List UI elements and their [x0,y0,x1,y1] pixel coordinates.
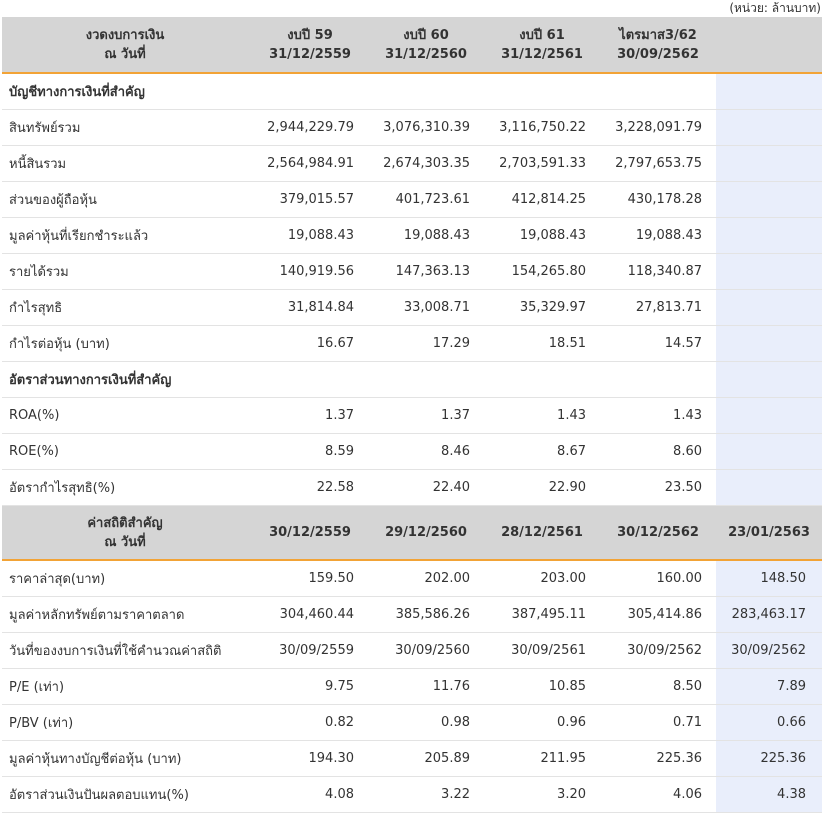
value-cell: 385,586.26 [368,597,484,633]
value-cell: 0.82 [252,705,368,741]
period-label-header-line2: ณ วันที่ [104,46,146,62]
value-cell: 0.96 [484,705,600,741]
row-label: P/E (เท่า) [2,669,252,705]
table-row [2,254,822,290]
value-cell: 23.50 [600,470,716,506]
row-label: มูลค่าหลักทรัพย์ตามราคาตลาด [2,597,252,633]
value-cell: 283,463.17 [716,597,822,633]
period-header-line2: 31/12/2561 [501,46,583,62]
value-cell: 0.98 [368,705,484,741]
period-label-header [2,17,252,73]
table-row [2,741,822,777]
value-cell: 379,015.57 [252,182,368,218]
highlight-cell [716,362,822,398]
value-cell: 0.66 [716,705,822,741]
value-cell: 305,414.86 [600,597,716,633]
row-label: ROE(%) [2,434,252,470]
value-cell: 2,797,653.75 [600,146,716,182]
value-cell: 2,674,303.35 [368,146,484,182]
row-label: มูลค่าหุ้นที่เรียกชำระแล้ว [2,218,252,254]
value-cell: 2,944,229.79 [252,110,368,146]
unit-note: (หน่วย: ล้านบาท) [729,1,821,15]
value-cell: 430,178.28 [600,182,716,218]
unit-note-row [0,0,824,17]
value-cell: 159.50 [252,560,368,597]
value-cell: 8.60 [600,434,716,470]
stats-date-header [252,506,368,561]
value-cell: 4.38 [716,777,822,813]
value-cell: 0.71 [600,705,716,741]
value-cell: 2,564,984.91 [252,146,368,182]
value-cell: 27,813.71 [600,290,716,326]
highlight-cell [716,146,822,182]
value-cell: 8.59 [252,434,368,470]
period-header-line1: ไตรมาส3/62 [619,27,697,43]
value-cell: 11.76 [368,669,484,705]
highlight-cell [716,290,822,326]
value-cell: 14.57 [600,326,716,362]
value-cell: 1.43 [600,398,716,434]
value-cell: 3.22 [368,777,484,813]
stats-header-row [2,506,822,561]
value-cell: 31,814.84 [252,290,368,326]
value-cell: 33,008.71 [368,290,484,326]
table-row [2,110,822,146]
value-cell: 118,340.87 [600,254,716,290]
value-cell: 401,723.61 [368,182,484,218]
table-row [2,182,822,218]
value-cell: 4.08 [252,777,368,813]
value-cell: 194.30 [252,741,368,777]
period-header-line2: 31/12/2559 [269,46,351,62]
row-label: หนี้สินรวม [2,146,252,182]
highlight-cell [716,398,822,434]
value-cell: 205.89 [368,741,484,777]
value-cell: 3,116,750.22 [484,110,600,146]
row-label: ROA(%) [2,398,252,434]
table-row [2,633,822,669]
row-label: กำไรต่อหุ้น (บาท) [2,326,252,362]
row-label: ราคาล่าสุด(บาท) [2,560,252,597]
value-cell: 1.37 [252,398,368,434]
table-row [2,218,822,254]
row-label: ส่วนของผู้ถือหุ้น [2,182,252,218]
stats-label-header [2,506,252,561]
highlight-cell [716,434,822,470]
period-label-header-line1: งวดงบการเงิน [85,27,165,43]
table-row [2,290,822,326]
value-cell: 30/09/2559 [252,633,368,669]
period-header [252,17,368,73]
period-header-line2: 30/09/2562 [617,46,699,62]
value-cell: 3,076,310.39 [368,110,484,146]
value-cell: 3.20 [484,777,600,813]
table-row [2,326,822,362]
period-header-line1: งบปี 59 [287,27,333,43]
highlight-cell [716,73,822,110]
highlight-cell [716,182,822,218]
value-cell: 30/09/2562 [600,633,716,669]
row-label: รายได้รวม [2,254,252,290]
section-title: อัตราส่วนทางการเงินที่สำคัญ [2,362,716,398]
stats-date-header [716,506,822,561]
row-label: สินทรัพย์รวม [2,110,252,146]
value-cell: 8.50 [600,669,716,705]
highlight-cell [716,470,822,506]
section-title: บัญชีทางการเงินที่สำคัญ [2,73,716,110]
row-label: P/BV (เท่า) [2,705,252,741]
value-cell: 22.58 [252,470,368,506]
period-header [600,17,716,73]
value-cell: 9.75 [252,669,368,705]
stats-date-header-line1: 23/01/2563 [728,525,810,540]
stats-date-header [368,506,484,561]
value-cell: 18.51 [484,326,600,362]
value-cell: 22.90 [484,470,600,506]
period-header-line1: งบปี 60 [403,27,449,43]
value-cell: 8.46 [368,434,484,470]
financial-table [2,17,822,813]
period-header-line2: 31/12/2560 [385,46,467,62]
financial-table-body [2,17,822,813]
value-cell: 22.40 [368,470,484,506]
value-cell: 8.67 [484,434,600,470]
table-row [2,669,822,705]
value-cell: 19,088.43 [252,218,368,254]
value-cell: 154,265.80 [484,254,600,290]
highlight-cell [716,218,822,254]
table-row [2,398,822,434]
highlight-cell [716,326,822,362]
value-cell: 304,460.44 [252,597,368,633]
value-cell: 10.85 [484,669,600,705]
value-cell: 203.00 [484,560,600,597]
stats-date-header-line1: 28/12/2561 [501,525,583,540]
section-row-statements [2,73,822,110]
stats-date-header-line1: 29/12/2560 [385,525,467,540]
value-cell: 19,088.43 [368,218,484,254]
value-cell: 412,814.25 [484,182,600,218]
row-label: อัตราส่วนเงินปันผลตอบแทน(%) [2,777,252,813]
value-cell: 16.67 [252,326,368,362]
value-cell: 3,228,091.79 [600,110,716,146]
stats-date-header-line1: 30/12/2559 [269,525,351,540]
value-cell: 225.36 [600,741,716,777]
value-cell: 19,088.43 [484,218,600,254]
value-cell: 2,703,591.33 [484,146,600,182]
value-cell: 140,919.56 [252,254,368,290]
value-cell: 1.43 [484,398,600,434]
value-cell: 387,495.11 [484,597,600,633]
value-cell: 160.00 [600,560,716,597]
row-label: วันที่ของงบการเงินที่ใช้คำนวณค่าสถิติ [2,633,252,669]
value-cell: 30/09/2561 [484,633,600,669]
stats-label-header-line2: ณ วันที่ [104,534,146,550]
stats-date-header [484,506,600,561]
highlight-cell [716,254,822,290]
value-cell: 225.36 [716,741,822,777]
empty-header [716,17,822,73]
section-row-ratios [2,362,822,398]
value-cell: 148.50 [716,560,822,597]
stats-date-header [600,506,716,561]
table-row [2,597,822,633]
period-header-line1: งบปี 61 [519,27,565,43]
value-cell: 7.89 [716,669,822,705]
row-label: มูลค่าหุ้นทางบัญชีต่อหุ้น (บาท) [2,741,252,777]
period-header [368,17,484,73]
table-row [2,777,822,813]
row-label: อัตรากำไรสุทธิ(%) [2,470,252,506]
value-cell: 35,329.97 [484,290,600,326]
value-cell: 19,088.43 [600,218,716,254]
value-cell: 1.37 [368,398,484,434]
value-cell: 4.06 [600,777,716,813]
value-cell: 202.00 [368,560,484,597]
value-cell: 30/09/2560 [368,633,484,669]
table-row [2,705,822,741]
period-header [484,17,600,73]
value-cell: 17.29 [368,326,484,362]
highlight-cell [716,110,822,146]
table-row [2,146,822,182]
financial-header-row [2,17,822,73]
table-row [2,434,822,470]
row-label: กำไรสุทธิ [2,290,252,326]
value-cell: 211.95 [484,741,600,777]
table-row [2,470,822,506]
value-cell: 147,363.13 [368,254,484,290]
value-cell: 30/09/2562 [716,633,822,669]
table-row [2,560,822,597]
stats-date-header-line1: 30/12/2562 [617,525,699,540]
stats-label-header-line1: ค่าสถิติสำคัญ [87,515,163,531]
